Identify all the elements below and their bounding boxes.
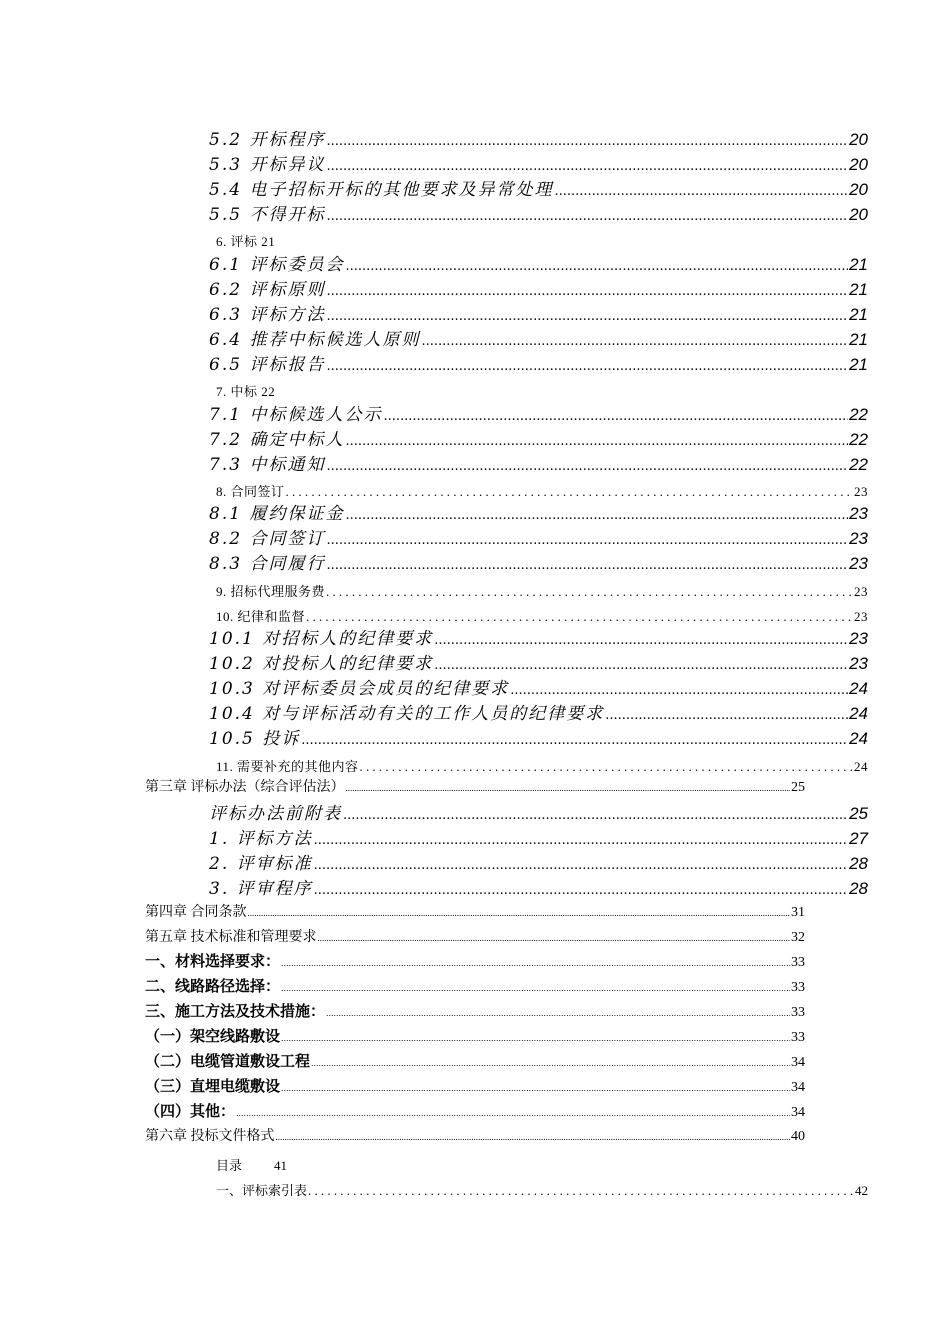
toc-label: 评标办法前附表 (209, 804, 342, 824)
toc-page: 20 (849, 180, 868, 199)
toc-page: 20 (849, 155, 868, 174)
dot-leader (311, 1058, 790, 1068)
toc-page: 23 (849, 504, 868, 523)
toc-entry-7[interactable] (216, 381, 868, 400)
dot-leader (346, 783, 791, 793)
toc-entry-5-3[interactable] (209, 150, 868, 175)
toc-entry-8-1[interactable] (209, 499, 868, 524)
toc-entry-ch3-3[interactable] (209, 874, 868, 899)
toc-page: 25 (791, 780, 805, 795)
toc-entry-10-3[interactable] (209, 674, 868, 699)
toc-label: 三、施工方法及技术措施： (145, 1003, 326, 1020)
toc-label: 8. 合同签订 (216, 484, 285, 499)
dot-leader (434, 633, 848, 648)
toc-subsection-other[interactable] (145, 1100, 805, 1121)
toc-label: 7.3 中标通知 (209, 455, 326, 475)
dot-leader (286, 484, 853, 500)
toc-label: （三）直埋电缆敷设 (145, 1078, 281, 1095)
toc-label: 第六章 投标文件格式 (145, 1129, 275, 1144)
toc-label: 10.4 对与评标活动有关的工作人员的纪律要求 (209, 704, 605, 724)
toc-entry-5-5[interactable] (209, 200, 868, 225)
toc-label: 8.3 合同履行 (209, 554, 326, 574)
dot-leader (301, 733, 848, 748)
toc-entry-7-3[interactable] (209, 450, 868, 475)
toc-label: 8.2 合同签订 (209, 529, 326, 549)
toc-page: 41 (274, 1158, 288, 1173)
toc-page: 23 (854, 609, 868, 624)
toc-label: 5.2 开标程序 (209, 130, 326, 150)
dot-leader (345, 434, 848, 449)
dot-leader (326, 134, 848, 149)
toc-label: 第四章 合同条款 (145, 905, 247, 920)
toc-entry-ch3-1[interactable] (209, 824, 868, 849)
toc-page: 23 (849, 654, 868, 673)
dot-leader (326, 533, 848, 548)
toc-label: 9. 招标代理服务费 (216, 584, 326, 599)
toc-label: 6.3 评标方法 (209, 305, 326, 325)
toc-page: 24 (849, 704, 868, 723)
toc-label: 6.5 评标报告 (209, 355, 326, 375)
toc-page: 34 (791, 1105, 805, 1120)
toc-label: 第三章 评标办法（综合评估法） (145, 780, 345, 795)
toc-section-materials[interactable] (145, 950, 805, 971)
dot-leader (510, 683, 848, 698)
toc-entry-6-3[interactable] (209, 300, 868, 325)
toc-entry-10-5[interactable] (209, 724, 868, 749)
toc-label: 10.3 对评标委员会成员的纪律要求 (209, 679, 510, 699)
toc-label: 5.5 不得开标 (209, 205, 326, 225)
dot-leader (308, 1183, 854, 1199)
toc-page: 24 (849, 729, 868, 748)
toc-page: 23 (854, 484, 868, 499)
toc-page: 32 (791, 930, 805, 945)
toc-entry-6[interactable] (216, 231, 868, 250)
dot-leader (281, 958, 790, 968)
toc-page: 33 (791, 1005, 805, 1020)
toc-entry-6-4[interactable] (209, 325, 868, 350)
dot-leader (326, 209, 848, 224)
dot-leader (345, 508, 848, 523)
toc-page: 25 (849, 804, 868, 823)
dot-leader (236, 1108, 790, 1118)
toc-section-construction[interactable] (145, 1000, 805, 1021)
dot-leader (343, 808, 848, 823)
toc-label: 10.2 对投标人的纪律要求 (209, 654, 434, 674)
toc-chapter-6[interactable] (145, 1125, 805, 1145)
toc-subsection-overhead[interactable] (145, 1025, 805, 1046)
toc-entry-8-3[interactable] (209, 549, 868, 574)
toc-entry-6-1[interactable] (209, 250, 868, 275)
dot-leader (345, 259, 848, 274)
dot-leader (605, 708, 848, 723)
toc-entry-index[interactable] (216, 1180, 868, 1199)
toc-label: 一、材料选择要求： (145, 953, 281, 970)
toc-entry-5-4[interactable] (209, 175, 868, 200)
toc-page: 22 (849, 455, 868, 474)
toc-page: 23 (849, 629, 868, 648)
dot-leader (554, 184, 848, 199)
dot-leader (281, 1083, 790, 1093)
toc-label: 5.3 开标异议 (209, 155, 326, 175)
dot-leader (326, 1008, 790, 1018)
toc-page: 21 (849, 280, 868, 299)
toc-entry-8[interactable] (216, 481, 868, 500)
toc-page: 31 (791, 905, 805, 920)
toc-label: 6.2 评标原则 (209, 280, 326, 300)
toc-page: 27 (849, 829, 868, 848)
toc-page: 20 (849, 205, 868, 224)
toc-page: 22 (849, 405, 868, 424)
dot-leader (360, 759, 853, 775)
toc-entry-scoring-appendix[interactable] (209, 799, 868, 824)
toc-page: 40 (791, 1129, 805, 1144)
toc-label: 10. 纪律和监督 (216, 609, 306, 624)
toc-label: 10.5 投诉 (209, 729, 301, 749)
toc-entry-10-4[interactable] (209, 699, 868, 724)
toc-page: 21 (849, 330, 868, 349)
toc-page: 33 (791, 980, 805, 995)
toc-label: 7. 中标 22 (216, 384, 276, 399)
toc-label: 10.1 对招标人的纪律要求 (209, 629, 434, 649)
dot-leader (326, 284, 848, 299)
dot-leader (314, 858, 848, 873)
toc-label: 6. 评标 21 (216, 234, 276, 249)
toc-label: 第五章 技术标准和管理要求 (145, 930, 317, 945)
toc-page: 22 (849, 430, 868, 449)
toc-page: 28 (849, 854, 868, 873)
toc-page: 34 (791, 1080, 805, 1095)
toc-page: 24 (854, 759, 868, 774)
toc-label: 5.4 电子招标开标的其他要求及异常处理 (209, 180, 554, 200)
toc-subsection-buried[interactable] (145, 1075, 805, 1096)
toc-entry-7-2[interactable] (209, 425, 868, 450)
dot-leader (314, 833, 848, 848)
toc-chapter-4[interactable] (145, 901, 805, 921)
toc-page: 21 (849, 355, 868, 374)
toc-page: 42 (855, 1183, 868, 1198)
toc-page: 24 (849, 679, 868, 698)
dot-leader (306, 609, 853, 625)
dot-leader (326, 584, 853, 600)
toc-page: 23 (854, 584, 868, 599)
toc-label: 一、评标索引表 (216, 1183, 308, 1198)
toc-page: 21 (849, 255, 868, 274)
toc-label: （一）架空线路敷设 (145, 1028, 281, 1045)
dot-leader (326, 159, 848, 174)
toc-page: 33 (791, 955, 805, 970)
toc-entry-6-2[interactable] (209, 275, 868, 300)
dot-leader (326, 459, 848, 474)
toc-page: 23 (849, 554, 868, 573)
toc-entry-10[interactable] (216, 606, 868, 625)
toc-entry-7-1[interactable] (209, 400, 868, 425)
toc-page: 20 (849, 130, 868, 149)
dot-leader (326, 359, 848, 374)
dot-leader (281, 1033, 790, 1043)
dot-leader (434, 658, 848, 673)
toc-label: 2. 评审标准 (209, 854, 313, 874)
toc-chapter-5[interactable] (145, 926, 805, 946)
toc-page: 34 (791, 1055, 805, 1070)
toc-label: 3. 评审程序 (209, 879, 313, 899)
dot-leader (281, 983, 790, 993)
toc-entry-8-2[interactable] (209, 524, 868, 549)
toc-page: 33 (791, 1030, 805, 1045)
toc-section-route[interactable] (145, 975, 805, 996)
toc-label: 1. 评标方法 (209, 829, 313, 849)
toc-entry-5-2[interactable] (209, 125, 868, 150)
toc-chapter-3[interactable] (145, 776, 805, 796)
dot-leader (383, 409, 848, 424)
toc-entry-10-2[interactable] (209, 649, 868, 674)
dot-leader (314, 883, 848, 898)
dot-leader (421, 334, 848, 349)
toc-page: 23 (849, 529, 868, 548)
toc-label: 8.1 履约保证金 (209, 504, 345, 524)
toc-label: （四）其他： (145, 1103, 236, 1120)
toc-label: 6.1 评标委员会 (209, 255, 345, 275)
toc-entry-6-5[interactable] (209, 350, 868, 375)
toc-entry-9[interactable] (216, 581, 868, 600)
toc-label: （二）电缆管道敷设工程 (145, 1053, 311, 1070)
toc-label: 7.2 确定中标人 (209, 430, 345, 450)
toc-subsection-duct[interactable] (145, 1050, 805, 1071)
toc-entry-10-1[interactable] (209, 624, 868, 649)
toc-label: 7.1 中标候选人公示 (209, 405, 383, 425)
toc-label: 二、线路路径选择： (145, 978, 281, 995)
toc-entry-ch3-2[interactable] (209, 849, 868, 874)
toc-label: 11. 需要补充的其他内容 (216, 759, 359, 774)
toc-page: 21 (849, 305, 868, 324)
dot-leader (248, 908, 791, 918)
toc-label: 目录 (216, 1158, 243, 1173)
toc-entry-11[interactable] (216, 756, 868, 775)
toc-label: 6.4 推荐中标候选人原则 (209, 330, 421, 350)
dot-leader (318, 933, 791, 943)
dot-leader (326, 309, 848, 324)
dot-leader (326, 558, 848, 573)
dot-leader (276, 1132, 791, 1142)
toc-entry-contents[interactable] (216, 1155, 287, 1174)
toc-page: 28 (849, 879, 868, 898)
